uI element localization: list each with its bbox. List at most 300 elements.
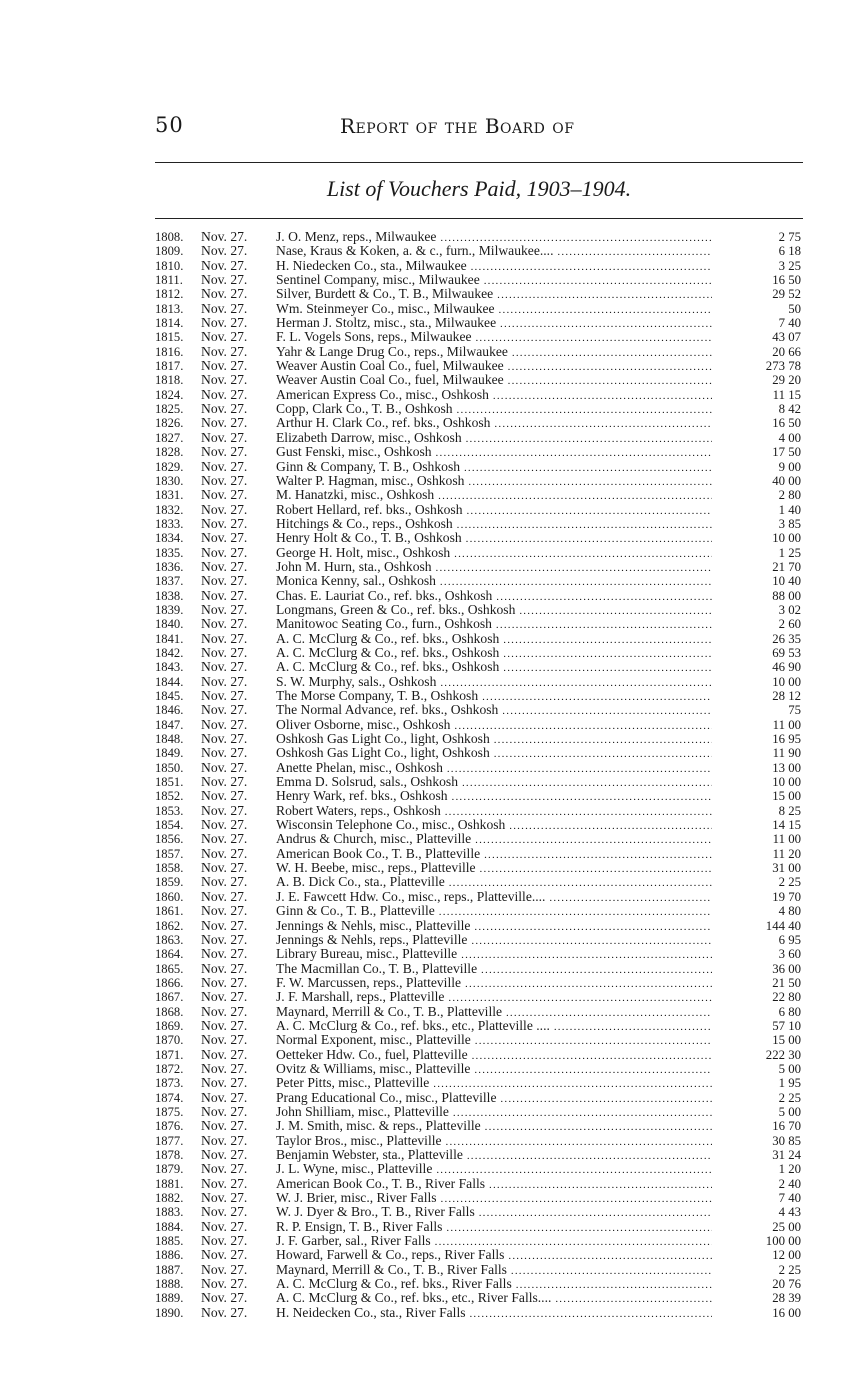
- voucher-date: Nov. 27.: [201, 286, 248, 302]
- voucher-amount: 31 24: [772, 1148, 801, 1162]
- voucher-amount: 16 95: [772, 732, 801, 747]
- voucher-description: Oliver Osborne, misc., Oshkosh .....: [276, 718, 712, 733]
- voucher-amount: 16 70: [772, 1119, 801, 1134]
- voucher-number: 1870.: [155, 1033, 184, 1048]
- voucher-description: J. L. Wyne, misc., Platteville .....: [276, 1162, 712, 1177]
- voucher-row: [155, 388, 803, 402]
- voucher-row: [155, 875, 803, 889]
- voucher-row: [155, 503, 803, 517]
- voucher-number: 1845.: [155, 689, 184, 703]
- voucher-row: [155, 589, 803, 603]
- voucher-date: Nov. 27.: [201, 616, 248, 632]
- voucher-amount: 100 00: [765, 1234, 801, 1249]
- voucher-amount: 29 20: [772, 373, 801, 388]
- voucher-row: [155, 287, 803, 301]
- voucher-amount: 43 07: [772, 330, 801, 345]
- voucher-description: Benjamin Webster, sta., Platteville .....: [276, 1148, 712, 1163]
- voucher-row: [155, 1048, 803, 1062]
- voucher-amount: 1 95: [778, 1076, 801, 1091]
- voucher-date: Nov. 27.: [201, 1075, 248, 1091]
- voucher-number: 1808.: [155, 230, 184, 244]
- voucher-amount: 2 40: [778, 1176, 801, 1191]
- voucher-number: 1865.: [155, 961, 184, 976]
- voucher-number: 1818.: [155, 373, 184, 388]
- voucher-number: 1847.: [155, 717, 184, 732]
- voucher-row: [155, 1134, 803, 1148]
- voucher-number: 1881.: [155, 1176, 184, 1191]
- voucher-number: 1841.: [155, 631, 184, 646]
- voucher-description: Ovitz & Williams, misc., Platteville .....: [276, 1062, 712, 1077]
- voucher-number: 1854.: [155, 818, 184, 833]
- header-rule: [155, 162, 803, 163]
- voucher-date: Nov. 27.: [201, 544, 248, 560]
- voucher-amount: 222 30: [765, 1047, 801, 1062]
- voucher-amount: 15 00: [772, 1033, 801, 1048]
- voucher-amount: 16 00: [772, 1305, 801, 1320]
- voucher-date: Nov. 27.: [201, 702, 248, 718]
- voucher-amount: 88 00: [772, 588, 801, 603]
- voucher-date: Nov. 27.: [201, 587, 248, 603]
- voucher-number: 1835.: [155, 545, 184, 560]
- voucher-date: Nov. 27.: [201, 1218, 248, 1234]
- voucher-row: [155, 244, 803, 258]
- voucher-row: [155, 273, 803, 287]
- voucher-date: Nov. 27.: [201, 888, 248, 904]
- voucher-description: Normal Exponent, misc., Platteville .....: [276, 1033, 712, 1048]
- voucher-description: R. P. Ensign, T. B., River Falls .....: [276, 1220, 712, 1235]
- voucher-description: Jennings & Nehls, misc., Platteville .....: [276, 919, 712, 934]
- voucher-row: [155, 746, 803, 760]
- voucher-description: J. F. Garber, sal., River Falls .....: [276, 1234, 712, 1249]
- voucher-number: 1852.: [155, 789, 184, 804]
- voucher-description: J. O. Menz, reps., Milwaukee .....: [276, 230, 712, 245]
- voucher-description: Andrus & Church, misc., Platteville .....: [276, 832, 712, 847]
- voucher-number: 1879.: [155, 1162, 184, 1177]
- voucher-description: Henry Holt & Co., T. B., Oshkosh .....: [276, 531, 712, 546]
- voucher-row: [155, 1076, 803, 1090]
- voucher-date: Nov. 27.: [201, 802, 248, 818]
- voucher-description: M. Hanatzki, misc., Oshkosh .....: [276, 488, 712, 503]
- voucher-number: 1840.: [155, 617, 184, 632]
- voucher-date: Nov. 27.: [201, 1290, 248, 1306]
- voucher-amount: 2 25: [778, 1090, 801, 1105]
- voucher-number: 1850.: [155, 760, 184, 775]
- voucher-description: W. J. Dyer & Bro., T. B., River Falls .....: [276, 1205, 712, 1220]
- voucher-number: 1824.: [155, 387, 184, 402]
- voucher-amount: 2 25: [778, 875, 801, 890]
- voucher-row: [155, 1248, 803, 1262]
- voucher-number: 1874.: [155, 1090, 184, 1105]
- voucher-date: Nov. 27.: [201, 1003, 248, 1019]
- voucher-description: Wisconsin Telephone Co., misc., Oshkosh .....: [276, 818, 712, 833]
- voucher-number: 1827.: [155, 430, 184, 445]
- voucher-date: Nov. 27.: [201, 1204, 248, 1220]
- voucher-amount: 11 15: [772, 387, 801, 402]
- voucher-amount: 10 00: [772, 674, 801, 689]
- voucher-row: [155, 1148, 803, 1162]
- voucher-description: Silver, Burdett & Co., T. B., Milwaukee .....: [276, 287, 712, 302]
- voucher-row: [155, 1119, 803, 1133]
- voucher-number: 1826.: [155, 416, 184, 431]
- voucher-date: Nov. 27.: [201, 401, 248, 417]
- voucher-row: [155, 1205, 803, 1219]
- voucher-date: Nov. 27.: [201, 458, 248, 474]
- voucher-row: [155, 1263, 803, 1277]
- voucher-row: [155, 416, 803, 430]
- voucher-row: [155, 919, 803, 933]
- voucher-number: 1809.: [155, 244, 184, 259]
- voucher-row: [155, 531, 803, 545]
- voucher-row: [155, 947, 803, 961]
- voucher-amount: 15 00: [772, 789, 801, 804]
- voucher-description: F. W. Marcussen, reps., Platteville .....: [276, 976, 712, 991]
- voucher-row: [155, 603, 803, 617]
- voucher-row: [155, 373, 803, 387]
- voucher-description: Hitchings & Co., reps., Oshkosh .....: [276, 517, 712, 532]
- running-head: Report of the Board of: [340, 114, 575, 138]
- voucher-amount: 50: [788, 301, 801, 316]
- voucher-date: Nov. 27.: [201, 644, 248, 660]
- voucher-amount: 6 80: [778, 1004, 801, 1019]
- voucher-row: [155, 402, 803, 416]
- voucher-number: 1831.: [155, 488, 184, 503]
- voucher-date: Nov. 27.: [201, 1233, 248, 1249]
- voucher-amount: 28 39: [772, 1291, 801, 1306]
- voucher-description: Library Bureau, misc., Platteville .....: [276, 947, 712, 962]
- voucher-row: [155, 962, 803, 976]
- voucher-description: S. W. Murphy, sals., Oshkosh .....: [276, 675, 712, 690]
- voucher-number: 1878.: [155, 1148, 184, 1162]
- voucher-row: [155, 330, 803, 344]
- voucher-row: [155, 1162, 803, 1176]
- voucher-description: The Normal Advance, ref. bks., Oshkosh .....: [276, 703, 712, 718]
- voucher-amount: 8 25: [778, 803, 801, 818]
- voucher-row: [155, 1062, 803, 1076]
- voucher-description: Ginn & Company, T. B., Oshkosh .....: [276, 460, 712, 475]
- voucher-amount: 11 90: [772, 746, 801, 761]
- voucher-number: 1811.: [155, 273, 183, 288]
- voucher-date: Nov. 27.: [201, 845, 248, 861]
- voucher-description: American Book Co., T. B., Platteville .....: [276, 847, 712, 862]
- voucher-description: A. C. McClurg & Co., ref. bks., Oshkosh .....: [276, 632, 712, 647]
- voucher-number: 1882.: [155, 1191, 184, 1206]
- voucher-date: Nov. 27.: [201, 917, 248, 933]
- voucher-date: Nov. 27.: [201, 1175, 248, 1191]
- voucher-number: 1851.: [155, 775, 184, 790]
- voucher-date: Nov. 27.: [201, 601, 248, 617]
- voucher-amount: 1 20: [778, 1162, 801, 1177]
- voucher-amount: 40 00: [772, 473, 801, 488]
- voucher-row: [155, 847, 803, 861]
- voucher-description: John M. Hurn, sta., Oshkosh .....: [276, 560, 712, 575]
- page-number: 50: [155, 113, 184, 137]
- voucher-number: 1825.: [155, 402, 184, 417]
- voucher-number: 1868.: [155, 1004, 184, 1019]
- voucher-row: [155, 646, 803, 660]
- voucher-description: The Macmillan Co., T. B., Platteville .....: [276, 962, 712, 977]
- voucher-number: 1843.: [155, 660, 184, 675]
- voucher-amount: 16 50: [772, 273, 801, 288]
- voucher-description: Wm. Steinmeyer Co., misc., Milwaukee .....: [276, 302, 712, 317]
- voucher-number: 1842.: [155, 645, 184, 660]
- voucher-date: Nov. 27.: [201, 386, 248, 402]
- voucher-description: A. C. McClurg & Co., ref. bks., etc., Platteville .... .....: [276, 1019, 712, 1034]
- voucher-amount: 10 00: [772, 775, 801, 790]
- voucher-date: Nov. 27.: [201, 300, 248, 316]
- voucher-number: 1846.: [155, 703, 184, 718]
- voucher-row: [155, 517, 803, 531]
- voucher-description: Peter Pitts, misc., Platteville .....: [276, 1076, 712, 1091]
- voucher-description: Taylor Bros., misc., Platteville .....: [276, 1134, 712, 1149]
- voucher-amount: 17 50: [772, 445, 801, 460]
- voucher-amount: 75: [788, 703, 801, 718]
- voucher-date: Nov. 27.: [201, 946, 248, 962]
- voucher-description: Henry Wark, ref. bks., Oshkosh .....: [276, 789, 712, 804]
- voucher-number: 1817.: [155, 359, 184, 374]
- voucher-amount: 14 15: [772, 818, 801, 833]
- voucher-date: Nov. 27.: [201, 329, 248, 345]
- voucher-description: Maynard, Merrill & Co., T. B., River Falls .....: [276, 1263, 712, 1278]
- voucher-amount: 21 70: [772, 559, 801, 574]
- voucher-amount: 28 12: [772, 689, 801, 703]
- voucher-number: 1873.: [155, 1076, 184, 1091]
- voucher-date: Nov. 27.: [201, 501, 248, 517]
- voucher-number: 1812.: [155, 287, 184, 302]
- voucher-row: [155, 1220, 803, 1234]
- voucher-number: 1833.: [155, 516, 184, 531]
- voucher-date: Nov. 27.: [201, 1147, 248, 1162]
- voucher-date: Nov. 27.: [201, 759, 248, 775]
- voucher-number: 1849.: [155, 746, 184, 761]
- voucher-row: [155, 1019, 803, 1033]
- voucher-number: 1828.: [155, 445, 184, 460]
- voucher-number: 1834.: [155, 531, 184, 546]
- voucher-amount: 22 80: [772, 990, 801, 1005]
- voucher-amount: 69 53: [772, 645, 801, 660]
- voucher-description: The Morse Company, T. B., Oshkosh .....: [276, 689, 712, 704]
- voucher-description: A. C. McClurg & Co., ref. bks., River Falls .....: [276, 1277, 712, 1292]
- voucher-amount: 7 40: [778, 316, 801, 331]
- voucher-description: Sentinel Company, misc., Milwaukee .....: [276, 273, 712, 288]
- voucher-number: 1856.: [155, 832, 184, 847]
- voucher-row: [155, 804, 803, 818]
- voucher-row: [155, 316, 803, 330]
- voucher-number: 1885.: [155, 1234, 184, 1249]
- voucher-row: [155, 1234, 803, 1248]
- voucher-number: 1877.: [155, 1133, 184, 1148]
- voucher-number: 1816.: [155, 344, 184, 359]
- voucher-description: Herman J. Stoltz, misc., sta., Milwaukee .....: [276, 316, 712, 331]
- voucher-number: 1815.: [155, 330, 184, 345]
- voucher-amount: 2 75: [778, 230, 801, 244]
- voucher-number: 1887.: [155, 1262, 184, 1277]
- voucher-date: Nov. 27.: [201, 343, 248, 359]
- voucher-row: [155, 632, 803, 646]
- voucher-date: Nov. 27.: [201, 974, 248, 990]
- voucher-description: Ginn & Co., T. B., Platteville .....: [276, 904, 712, 919]
- voucher-row: [155, 890, 803, 904]
- voucher-number: 1861.: [155, 904, 184, 919]
- voucher-row: [155, 1277, 803, 1291]
- voucher-row: [155, 546, 803, 560]
- voucher-date: Nov. 27.: [201, 229, 248, 244]
- voucher-description: W. H. Beebe, misc., reps., Platteville .....: [276, 861, 712, 876]
- voucher-row: [155, 775, 803, 789]
- voucher-description: Gust Fenski, misc., Oshkosh .....: [276, 445, 712, 460]
- voucher-number: 1863.: [155, 932, 184, 947]
- voucher-date: Nov. 27.: [201, 515, 248, 531]
- voucher-date: Nov. 27.: [201, 745, 248, 761]
- voucher-number: 1839.: [155, 602, 184, 617]
- voucher-row: [155, 832, 803, 846]
- voucher-description: George H. Holt, misc., Oshkosh .....: [276, 546, 712, 561]
- voucher-date: Nov. 27.: [201, 1247, 248, 1263]
- voucher-number: 1875.: [155, 1104, 184, 1119]
- voucher-amount: 3 25: [778, 258, 801, 273]
- voucher-row: [155, 761, 803, 775]
- voucher-number: 1857.: [155, 846, 184, 861]
- voucher-row: [155, 718, 803, 732]
- voucher-row: [155, 818, 803, 832]
- voucher-date: Nov. 27.: [201, 1089, 248, 1105]
- voucher-amount: 2 60: [778, 617, 801, 632]
- voucher-amount: 144 40: [765, 918, 801, 933]
- voucher-number: 1867.: [155, 990, 184, 1005]
- voucher-amount: 20 76: [772, 1277, 801, 1292]
- voucher-amount: 3 60: [778, 947, 801, 962]
- voucher-row: [155, 1005, 803, 1019]
- voucher-row: [155, 617, 803, 631]
- voucher-description: Emma D. Solsrud, sals., Oshkosh .....: [276, 775, 712, 790]
- voucher-description: Robert Hellard, ref. bks., Oshkosh .....: [276, 503, 712, 518]
- voucher-description: Nase, Kraus & Koken, a. & c., furn., Milwaukee.... .....: [276, 244, 712, 259]
- voucher-amount: 30 85: [772, 1133, 801, 1148]
- voucher-date: Nov. 27.: [201, 372, 248, 388]
- voucher-row: [155, 976, 803, 990]
- voucher-date: Nov. 27.: [201, 444, 248, 460]
- voucher-description: Longmans, Green & Co., ref. bks., Oshkosh .....: [276, 603, 712, 618]
- voucher-description: John Shilliam, misc., Platteville .....: [276, 1105, 712, 1120]
- voucher-description: Chas. E. Lauriat Co., ref. bks., Oshkosh .....: [276, 589, 712, 604]
- voucher-date: Nov. 27.: [201, 630, 248, 646]
- voucher-list: [155, 230, 803, 1320]
- voucher-amount: 11 00: [772, 717, 801, 732]
- voucher-amount: 10 40: [772, 574, 801, 589]
- voucher-row: [155, 1291, 803, 1305]
- voucher-number: 1836.: [155, 559, 184, 574]
- voucher-number: 1859.: [155, 875, 184, 890]
- voucher-date: Nov. 27.: [201, 1276, 248, 1292]
- voucher-description: A. B. Dick Co., sta., Platteville .....: [276, 875, 712, 890]
- voucher-description: Arthur H. Clark Co., ref. bks., Oshkosh .....: [276, 416, 712, 431]
- voucher-amount: 3 02: [778, 602, 801, 617]
- voucher-amount: 273 78: [765, 359, 801, 374]
- voucher-number: 1869.: [155, 1018, 184, 1033]
- voucher-number: 1848.: [155, 732, 184, 747]
- voucher-amount: 7 40: [778, 1191, 801, 1206]
- voucher-row: [155, 259, 803, 273]
- voucher-date: Nov. 27.: [201, 788, 248, 804]
- voucher-description: A. C. McClurg & Co., ref. bks., etc., River Falls.... .....: [276, 1291, 712, 1306]
- voucher-date: Nov. 27.: [201, 931, 248, 947]
- voucher-amount: 11 20: [772, 846, 801, 861]
- voucher-description: Robert Waters, reps., Oshkosh .....: [276, 804, 712, 819]
- voucher-amount: 10 00: [772, 531, 801, 546]
- voucher-date: Nov. 27.: [201, 257, 248, 273]
- voucher-date: Nov. 27.: [201, 1161, 248, 1177]
- voucher-description: H. Neidecken Co., sta., River Falls .....: [276, 1306, 712, 1321]
- voucher-date: Nov. 27.: [201, 1032, 248, 1048]
- voucher-description: Jennings & Nehls, reps., Platteville .....: [276, 933, 712, 948]
- voucher-row: [155, 703, 803, 717]
- voucher-date: Nov. 27.: [201, 243, 248, 259]
- voucher-number: 1829.: [155, 459, 184, 474]
- voucher-date: Nov. 27.: [201, 688, 248, 703]
- voucher-row: [155, 460, 803, 474]
- voucher-date: Nov. 27.: [201, 774, 248, 790]
- voucher-number: 1889.: [155, 1291, 184, 1306]
- voucher-number: 1876.: [155, 1119, 184, 1134]
- voucher-date: Nov. 27.: [201, 1304, 248, 1320]
- voucher-row: [155, 1033, 803, 1047]
- voucher-description: American Express Co., misc., Oshkosh .....: [276, 388, 712, 403]
- voucher-date: Nov. 27.: [201, 358, 248, 374]
- voucher-date: Nov. 27.: [201, 1060, 248, 1076]
- voucher-description: A. C. McClurg & Co., ref. bks., Oshkosh .....: [276, 660, 712, 675]
- voucher-date: Nov. 27.: [201, 1118, 248, 1134]
- voucher-amount: 4 80: [778, 904, 801, 919]
- voucher-description: Elizabeth Darrow, misc., Oshkosh .....: [276, 431, 712, 446]
- voucher-amount: 4 43: [778, 1205, 801, 1220]
- voucher-amount: 20 66: [772, 344, 801, 359]
- voucher-description: Weaver Austin Coal Co., fuel, Milwaukee .....: [276, 373, 712, 388]
- voucher-description: J. M. Smith, misc. & reps., Platteville .....: [276, 1119, 712, 1134]
- voucher-row: [155, 675, 803, 689]
- voucher-date: Nov. 27.: [201, 673, 248, 689]
- voucher-number: 1884.: [155, 1219, 184, 1234]
- voucher-description: Monica Kenny, sal., Oshkosh .....: [276, 574, 712, 589]
- voucher-number: 1864.: [155, 947, 184, 962]
- voucher-description: American Book Co., T. B., River Falls .....: [276, 1177, 712, 1192]
- voucher-row: [155, 861, 803, 875]
- voucher-description: Weaver Austin Coal Co., fuel, Milwaukee .....: [276, 359, 712, 374]
- voucher-number: 1853.: [155, 803, 184, 818]
- voucher-row: [155, 689, 803, 703]
- voucher-description: F. L. Vogels Sons, reps., Milwaukee .....: [276, 330, 712, 345]
- voucher-row: [155, 933, 803, 947]
- voucher-description: J. F. Marshall, reps., Platteville .....: [276, 990, 712, 1005]
- voucher-amount: 1 40: [778, 502, 801, 517]
- voucher-description: Manitowoc Seating Co., furn., Oshkosh .....: [276, 617, 712, 632]
- voucher-amount: 21 50: [772, 975, 801, 990]
- voucher-amount: 8 42: [778, 402, 801, 417]
- voucher-row: [155, 1191, 803, 1205]
- voucher-date: Nov. 27.: [201, 315, 248, 331]
- voucher-amount: 46 90: [772, 660, 801, 675]
- voucher-date: Nov. 27.: [201, 874, 248, 890]
- voucher-row: [155, 345, 803, 359]
- voucher-row: [155, 789, 803, 803]
- voucher-row: [155, 302, 803, 316]
- voucher-date: Nov. 27.: [201, 716, 248, 732]
- voucher-row: [155, 488, 803, 502]
- voucher-number: 1810.: [155, 258, 184, 273]
- voucher-number: 1830.: [155, 473, 184, 488]
- voucher-row: [155, 474, 803, 488]
- voucher-amount: 6 95: [778, 932, 801, 947]
- voucher-description: Maynard, Merrill & Co., T. B., Platteville .....: [276, 1005, 712, 1020]
- voucher-row: [155, 560, 803, 574]
